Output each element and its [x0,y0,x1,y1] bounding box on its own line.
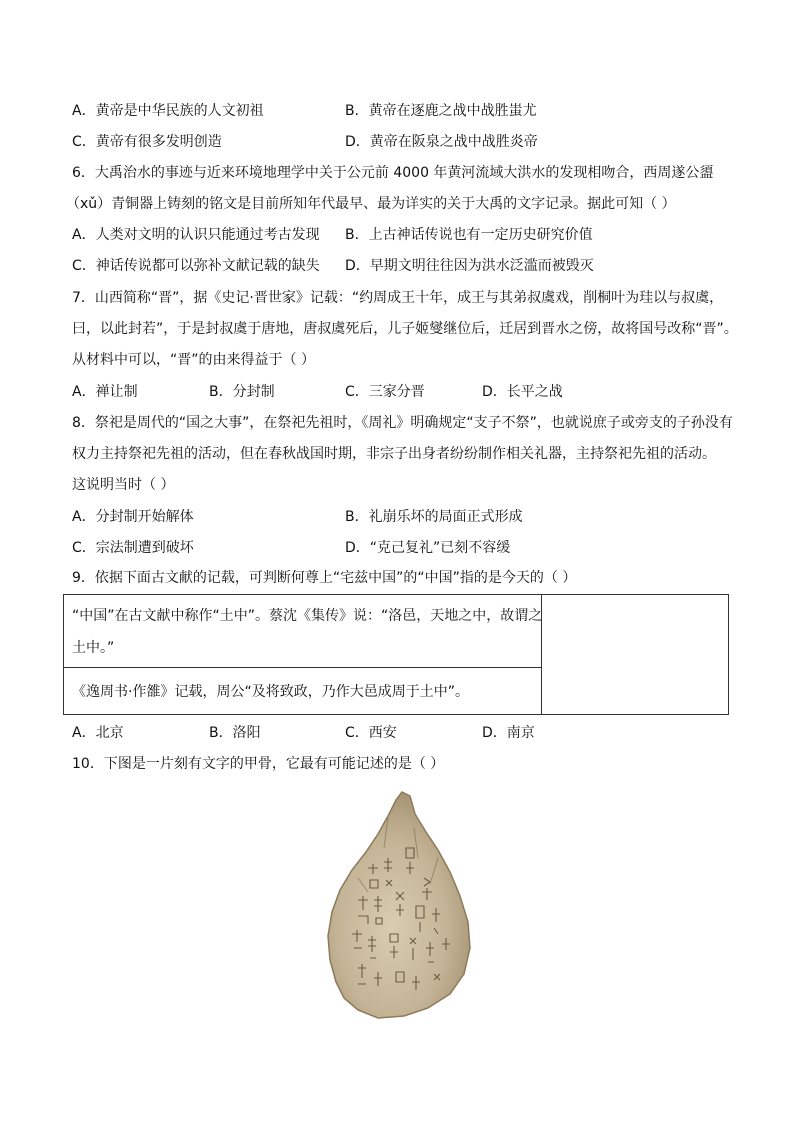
q9-option-a: A．北京 [72,725,124,741]
q5-option-a: A．黄帝是中华民族的人文初祖 [72,103,264,119]
q7-stem-line1: 7．山西简称“晋”，据《史记·晋世家》记载：“约周成王十年，成王与其弟叔虞戏，削桐叶为珪以与叔虞， [72,290,724,306]
q6-stem-line2: （xǔ）青铜器上铸刻的铭文是目前所知年代最早、最为详实的关于大禹的文字记录。据此可知（ ） [66,196,676,212]
q5-option-c: C．黄帝有很多发明创造 [72,134,222,150]
q9-option-d: D．南京 [482,725,535,741]
table-row2: 《逸周书·作雒》记载，周公“及将致政，乃作大邑成周于土中”。 [72,684,469,700]
q7-stem-line2: 曰，以此封若”，于是封叔虞于唐地，唐叔虞死后，儿子姬燮继位后，迁居到晋水之傍，故将国号改称“晋”。 [72,321,738,337]
q8-stem-line2: 权力主持祭祀先祖的活动，但在春秋战国时期，非宗子出身者纷纷制作相关礼器，主持祭祀先祖的活动。 [72,446,716,462]
q9-stem: 9．依据下面古文献的记载，可判断何尊上“宅兹中国”的“中国”指的是今天的（ ） [72,570,577,586]
q9-option-b: B．洛阳 [209,725,261,741]
q7-option-a: A．禅让制 [72,384,138,400]
q6-option-b: B．上古神话传说也有一定历史研究价值 [345,227,593,243]
q7-option-c: C．三家分晋 [345,384,425,400]
q5-option-b: B．黄帝在逐鹿之战中战胜蚩尤 [345,103,537,119]
q8-option-a: A．分封制开始解体 [72,509,194,525]
q6-option-d: D．早期文明往往因为洪水泛滥而被毁灭 [345,258,594,274]
q6-option-a: A．人类对文明的认识只能通过考古发现 [72,227,320,243]
q8-option-b: B．礼崩乐坏的局面正式形成 [345,509,523,525]
q9-option-c: C．西安 [345,725,397,741]
q6-stem-line1: 6．大禹治水的事迹与近来环境地理学中关于公元前 4000 年黄河流域大洪水的发现相吻合，西周遂公盨 [72,165,714,181]
table-divider-horizontal [64,667,541,668]
q8-option-c: C．宗法制遭到破坏 [72,540,194,556]
q7-option-d: D．长平之战 [482,384,563,400]
q8-stem-line1: 8．祭祀是周代的“国之大事”，在祭祀先祖时，《周礼》明确规定“支子不祭”，也就说庶子或旁支的子孙没有 [72,415,733,431]
q7-option-b: B．分封制 [209,384,275,400]
oracle-bone-image [318,788,476,1020]
table-row1-line1: “中国”在古文献中称作“土中”。蔡沈《集传》说：“洛邑，天地之中，故谓之 [72,608,543,624]
q8-stem-line3: 这说明当时（ ） [72,477,175,493]
q8-option-d: D．“克己复礼”已刻不容缓 [345,540,511,556]
q7-stem-line3: 从材料中可以，“晋”的由来得益于（ ） [72,352,315,368]
table-row1-line2: 土中。” [72,640,115,656]
q5-option-d: D．黄帝在阪泉之战中战胜炎帝 [345,134,538,150]
q10-stem: 10．下图是一片刻有文字的甲骨，它最有可能记述的是（ ） [72,756,445,772]
q6-option-c: C．神话传说都可以弥补文献记载的缺失 [72,258,320,274]
q9-source-table [63,594,729,715]
